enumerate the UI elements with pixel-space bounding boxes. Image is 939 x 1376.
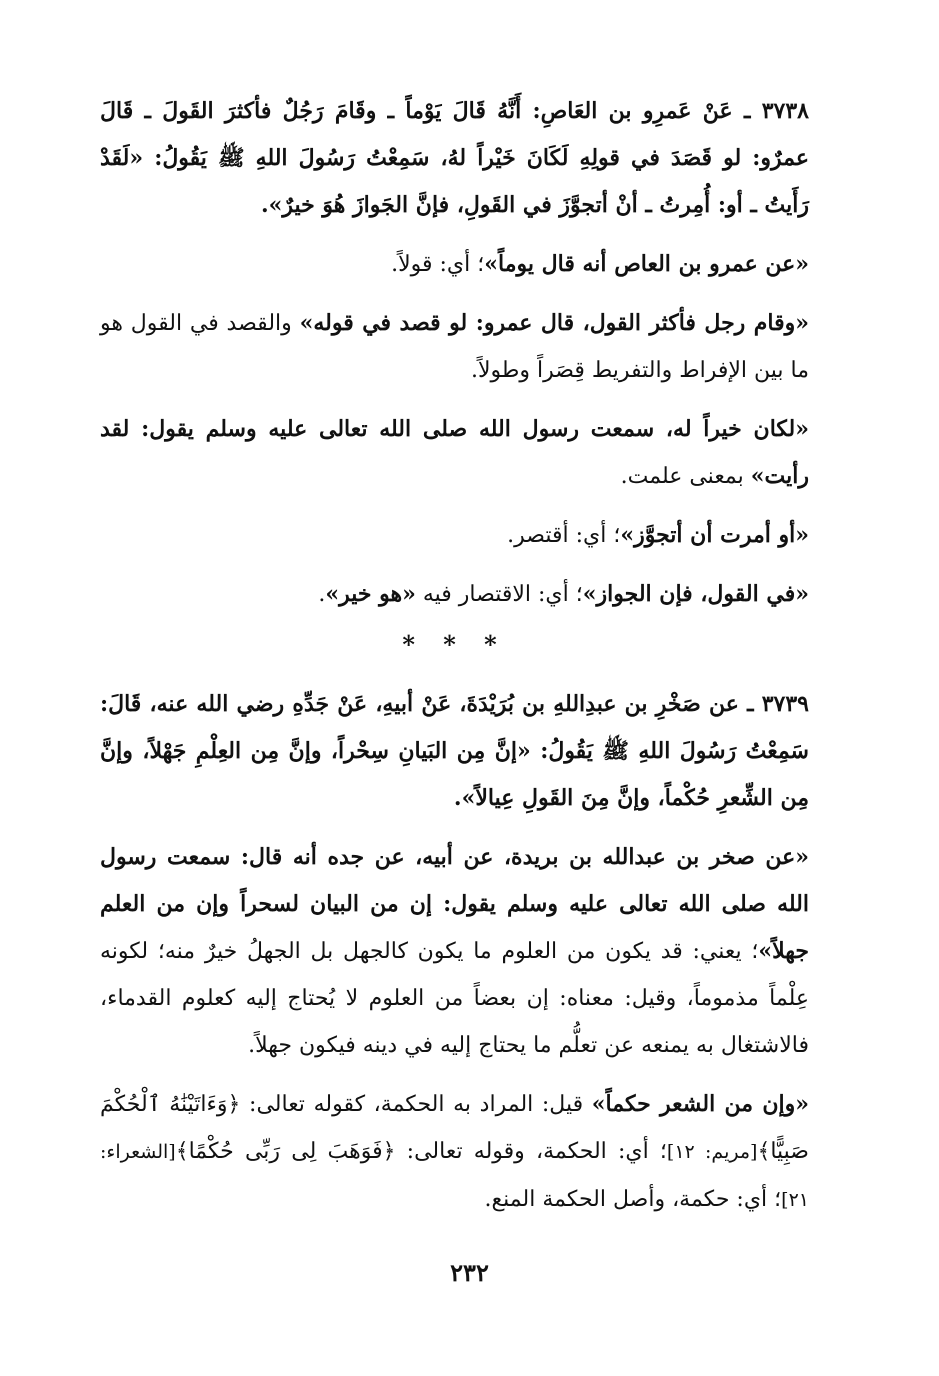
quran-reference: [الشعراء: ٢١] [100,1141,809,1211]
explanation-text: والقصد في القول هو ما بين الإفراط والتفريط قِصَراً وطولاً. [100,311,809,383]
explanation-text: ؛ أي: حكمة، وأصل الحكمة المنع. [484,1187,782,1212]
quoted-phrase: «وإن من الشعر حكماً» [591,1091,809,1117]
quoted-phrase: «لكان خيراً له، سمعت رسول الله صلى الله تعالى عليه وسلم يقول: لقد رأيت» [100,416,809,489]
section-separator: * * * [402,630,507,659]
quoted-phrase: «وقام رجل فأكثر القول، قال عمرو: لو قصد في قوله» [299,310,810,336]
commentary-paragraph [100,1081,809,1224]
explanation-text: . [318,582,326,607]
commentary-paragraph [100,241,809,288]
commentary-paragraph [100,571,809,618]
explanation-text: ؛ أي: قولاً. [391,252,485,277]
hadith-3739-text: ٣٧٣٩ ـ عن صَخْرِ بن عبدِاللهِ بن بُرَيْدَةَ، عَنْ أبيهِ، عَنْ جَدِّهِ رضي الله عنه، قَالَ: سَمِعْتُ رَسُولَ اللهِ ﷺ يَقُولُ: «إنَّ مِن البَيانِ سِحْراً، وإنَّ مِن العِلْمِ جَهْلاً، وإنَّ مِن الشِّعرِ حُكْماً، وإنَّ مِنَ القَولِ عِيالاً». [100,691,809,811]
explanation-text: ؛ أي: الحكمة، وقوله تعالى: ﴿فَوَهَبَ لِى رَبِّى حُكْمًا﴾ [175,1139,667,1164]
explanation-text: بمعنى علمت. [620,464,751,489]
commentary-paragraph [100,512,809,559]
explanation-text: ؛ يعني: قد يكون من العلوم ما يكون كالجهل بل الجهلُ خيرٌ منه؛ لكونه عِلْماً مذموماً، وقيل: معناه: إن بعضاً من العلوم لا يُحتاج إليه كعلوم القدماء، فالاشتغال به يمنعه عن تعلُّم ما يحتاج إليه في دينه فيكون جهلاً. [100,939,809,1058]
quoted-phrase: «أو أمرت أن أتجوَّز» [620,522,809,548]
quran-reference: [مريم: ١٢] [666,1141,758,1163]
explanation-text: قيل: المراد به الحكمة، كقوله تعالى: ﴿وَءَاتَيْنَٰهُ ٱلْحُكْمَ صَبِيًّا﴾ [100,1092,809,1164]
quoted-phrase: «هو خير» [325,581,416,607]
commentary-paragraph [100,300,809,394]
explanation-text: ؛ أي: أقتصر. [507,523,621,548]
commentary-paragraph [100,834,809,1069]
page-number: ٢٣٢ [450,1258,489,1287]
hadith-3738-text: ٣٧٣٨ ـ عَنْ عَمرِو بن العَاصِ: أَنَّهُ قَالَ يَوْماً ـ وقَامَ رَجُلٌ فأكثرَ القَولَ ـ قَالَ عمرٌو: لو قَصَدَ في قولِهِ لَكَانَ خَيْراً لهُ، سَمِعْتُ رَسُولَ اللهِ ﷺ يَقُولُ: «لَقَدْ رَأَيتُ ـ أو: أُمِرتُ ـ أنْ أتجوَّزَ في القَولِ، فإنَّ الجَوازَ هُوَ خيرٌ». [100,98,809,218]
commentary-paragraph [100,406,809,500]
quoted-phrase: «عن صخر بن عبدالله بن بريدة، عن أبيه، عن جده أنه قال: سمعت رسول الله صلى الله تعالى عليه وسلم يقول: إن من البيان لسحراً وإن من العلم جهلاً» [100,844,809,964]
quoted-phrase: «في القول، فإن الجواز» [582,581,809,607]
explanation-text: ؛ أي: الاقتصار فيه [415,582,583,607]
quoted-phrase: «عن عمرو بن العاص أنه قال يوماً» [484,251,809,277]
